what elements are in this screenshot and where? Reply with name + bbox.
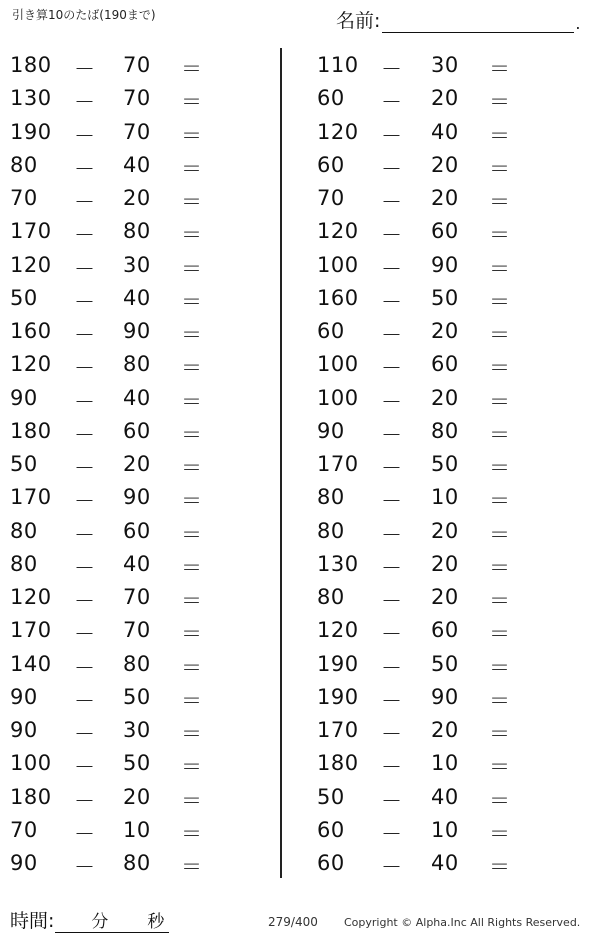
minus-sign: －: [381, 555, 403, 580]
minus-sign: －: [381, 223, 403, 248]
subtrahend: 80: [123, 851, 151, 875]
minus-sign: －: [74, 190, 96, 214]
equals-sign: ＝: [489, 422, 511, 447]
minus-sign: －: [74, 489, 96, 514]
minus-sign: －: [381, 389, 403, 414]
subtrahend: 40: [123, 551, 151, 576]
subtrahend: 20: [431, 718, 459, 742]
minus-sign: －: [74, 821, 96, 846]
minus-sign: －: [74, 90, 96, 115]
problem-row: [300, 182, 580, 215]
subtrahend: 30: [123, 718, 151, 742]
minus-sign: －: [74, 622, 96, 647]
subtrahend: 50: [431, 285, 459, 310]
problem-row: [300, 648, 580, 681]
equals-sign: ＝: [489, 356, 511, 381]
equals-sign: ＝: [489, 256, 511, 281]
subtrahend: 20: [431, 551, 459, 576]
equals-sign: ＝: [181, 57, 203, 81]
equals-sign: ＝: [489, 489, 511, 514]
equals-sign: ＝: [181, 456, 203, 480]
copyright-notice: Copyright © Alpha.Inc All Rights Reserved.: [344, 916, 581, 929]
minuend: 180: [10, 784, 52, 809]
minuend: 120: [10, 352, 52, 377]
subtrahend: 90: [123, 485, 151, 510]
problem-row: [0, 149, 280, 182]
minus-sign: －: [74, 522, 96, 547]
minuend: 80: [317, 585, 345, 609]
time-blank-line[interactable]: [55, 910, 169, 933]
subtrahend: 40: [431, 784, 459, 809]
equals-sign: ＝: [489, 223, 511, 248]
minus-sign: －: [74, 57, 96, 81]
equals-sign: ＝: [181, 722, 203, 746]
equals-sign: ＝: [181, 855, 203, 879]
minus-sign: －: [381, 821, 403, 846]
minus-sign: －: [74, 123, 96, 148]
minuend: 80: [317, 518, 345, 543]
name-end-mark: .: [575, 14, 581, 33]
problem-row: [300, 714, 580, 747]
minuend: 60: [317, 152, 345, 177]
subtrahend: 90: [431, 684, 459, 709]
minuend: 120: [317, 219, 359, 244]
minuend: 170: [317, 718, 359, 742]
subtrahend: 30: [431, 53, 459, 77]
minuend: 130: [10, 86, 52, 111]
minus-sign: －: [381, 522, 403, 547]
equals-sign: ＝: [489, 821, 511, 846]
equals-sign: ＝: [489, 389, 511, 414]
problem-row: [300, 348, 580, 381]
problem-row: [300, 249, 580, 282]
equals-sign: ＝: [489, 755, 511, 780]
minus-sign: －: [381, 788, 403, 813]
minus-sign: －: [381, 123, 403, 148]
subtrahend: 20: [431, 319, 459, 343]
problem-row: [0, 82, 280, 115]
subtrahend: 60: [431, 352, 459, 377]
subtrahend: 80: [123, 219, 151, 244]
equals-sign: ＝: [489, 323, 511, 347]
minuend: 80: [10, 518, 38, 543]
minuend: 60: [317, 851, 345, 875]
equals-sign: ＝: [489, 688, 511, 713]
subtrahend: 80: [123, 651, 151, 676]
minus-sign: －: [74, 755, 96, 780]
equals-sign: ＝: [489, 722, 511, 746]
equals-sign: ＝: [489, 289, 511, 314]
minus-sign: －: [74, 289, 96, 314]
problem-row: [0, 581, 280, 614]
subtrahend: 70: [123, 618, 151, 643]
minus-sign: －: [74, 456, 96, 480]
subtrahend: 60: [431, 618, 459, 643]
minuend: 60: [317, 319, 345, 343]
problem-row: [0, 515, 280, 548]
problem-row: [300, 415, 580, 448]
minuend: 70: [10, 186, 38, 210]
minus-sign: －: [381, 489, 403, 514]
problem-row: [300, 149, 580, 182]
minuend: 170: [10, 219, 52, 244]
minus-sign: －: [381, 622, 403, 647]
subtrahend: 40: [431, 851, 459, 875]
equals-sign: ＝: [181, 655, 203, 680]
minus-sign: －: [74, 688, 96, 713]
minus-sign: －: [381, 456, 403, 480]
subtrahend: 50: [123, 751, 151, 776]
equals-sign: ＝: [489, 190, 511, 214]
equals-sign: ＝: [181, 688, 203, 713]
minuend: 190: [10, 119, 52, 144]
equals-sign: ＝: [489, 123, 511, 148]
equals-sign: ＝: [181, 522, 203, 547]
subtrahend: 10: [431, 817, 459, 842]
minuend: 190: [317, 684, 359, 709]
subtrahend: 40: [431, 119, 459, 144]
minuend: 70: [10, 817, 38, 842]
subtrahend: 20: [123, 186, 151, 210]
minuend: 70: [317, 186, 345, 210]
subtrahend: 90: [123, 319, 151, 343]
minus-sign: －: [381, 422, 403, 447]
problem-row: [300, 116, 580, 149]
minuend: 60: [317, 86, 345, 111]
minuend: 80: [10, 152, 38, 177]
problem-row: [0, 681, 280, 714]
subtrahend: 20: [431, 585, 459, 609]
equals-sign: ＝: [181, 389, 203, 414]
problem-row: [0, 315, 280, 348]
minuend: 50: [317, 784, 345, 809]
minus-sign: －: [381, 256, 403, 281]
problem-row: [0, 814, 280, 847]
problem-row: [0, 714, 280, 747]
subtrahend: 60: [431, 219, 459, 244]
problem-row: [0, 382, 280, 415]
worksheet-title: 引き算10のたば(190まで): [12, 8, 156, 22]
problem-row: [0, 348, 280, 381]
equals-sign: ＝: [181, 622, 203, 647]
equals-sign: ＝: [181, 755, 203, 780]
minus-sign: －: [381, 156, 403, 181]
minuend: 180: [317, 751, 359, 776]
minus-sign: －: [74, 788, 96, 813]
minuend: 140: [10, 651, 52, 676]
subtrahend: 20: [431, 385, 459, 410]
problem-row: [300, 847, 580, 880]
minuend: 120: [10, 252, 52, 277]
name-label: 名前:: [336, 10, 381, 32]
equals-sign: ＝: [181, 223, 203, 248]
problem-row: [0, 747, 280, 780]
problem-row: [0, 781, 280, 814]
subtrahend: 90: [431, 252, 459, 277]
subtrahend: 10: [123, 817, 151, 842]
page-number: 279/400: [268, 915, 318, 929]
minus-sign: －: [381, 655, 403, 680]
minuend: 160: [10, 319, 52, 343]
minus-sign: －: [381, 190, 403, 214]
equals-sign: ＝: [181, 90, 203, 115]
subtrahend: 20: [431, 86, 459, 111]
minus-sign: －: [381, 855, 403, 879]
problem-column-right: [300, 49, 580, 880]
minuend: 50: [10, 285, 38, 310]
equals-sign: ＝: [489, 522, 511, 547]
problem-row: [300, 614, 580, 647]
problem-row: [300, 548, 580, 581]
problem-row: [300, 382, 580, 415]
problem-row: [300, 781, 580, 814]
subtrahend: 50: [431, 452, 459, 476]
minus-sign: －: [74, 156, 96, 181]
subtrahend: 70: [123, 119, 151, 144]
subtrahend: 50: [123, 684, 151, 709]
minus-sign: －: [381, 356, 403, 381]
minus-sign: －: [74, 256, 96, 281]
problem-row: [0, 249, 280, 282]
equals-sign: ＝: [489, 622, 511, 647]
time-field: [10, 906, 169, 933]
equals-sign: ＝: [181, 589, 203, 613]
subtrahend: 70: [123, 53, 151, 77]
minuend: 90: [10, 385, 38, 410]
minus-sign: －: [74, 389, 96, 414]
minuend: 130: [317, 551, 359, 576]
subtrahend: 70: [123, 585, 151, 609]
minuend: 160: [317, 285, 359, 310]
minus-sign: －: [381, 688, 403, 713]
equals-sign: ＝: [181, 788, 203, 813]
minuend: 80: [10, 551, 38, 576]
minuend: 60: [317, 817, 345, 842]
subtrahend: 20: [431, 152, 459, 177]
minus-sign: －: [74, 223, 96, 248]
minuend: 80: [317, 485, 345, 510]
equals-sign: ＝: [181, 289, 203, 314]
equals-sign: ＝: [181, 489, 203, 514]
equals-sign: ＝: [181, 190, 203, 214]
subtrahend: 50: [431, 651, 459, 676]
minus-sign: －: [74, 555, 96, 580]
subtrahend: 20: [431, 186, 459, 210]
subtrahend: 40: [123, 385, 151, 410]
seconds-unit: 秒: [147, 912, 165, 932]
minus-sign: －: [74, 722, 96, 746]
minuend: 120: [10, 585, 52, 609]
problem-row: [0, 614, 280, 647]
equals-sign: ＝: [489, 57, 511, 81]
minuend: 190: [317, 651, 359, 676]
equals-sign: ＝: [489, 90, 511, 115]
subtrahend: 10: [431, 485, 459, 510]
subtrahend: 20: [123, 452, 151, 476]
name-blank-line[interactable]: [382, 12, 574, 33]
subtrahend: 60: [123, 418, 151, 443]
problem-row: [300, 315, 580, 348]
equals-sign: ＝: [181, 555, 203, 580]
minus-sign: －: [381, 57, 403, 81]
problem-row: [300, 814, 580, 847]
problem-row: [0, 548, 280, 581]
minus-sign: －: [74, 323, 96, 347]
minuend: 170: [10, 618, 52, 643]
minus-sign: －: [381, 90, 403, 115]
problem-row: [300, 49, 580, 82]
minuend: 170: [10, 485, 52, 510]
problem-row: [0, 481, 280, 514]
minuend: 90: [10, 851, 38, 875]
subtrahend: 80: [431, 418, 459, 443]
subtrahend: 20: [123, 784, 151, 809]
minuend: 90: [317, 418, 345, 443]
minus-sign: －: [74, 855, 96, 879]
subtrahend: 40: [123, 285, 151, 310]
equals-sign: ＝: [489, 156, 511, 181]
equals-sign: ＝: [489, 655, 511, 680]
problem-row: [300, 282, 580, 315]
minuend: 100: [317, 385, 359, 410]
problem-row: [0, 415, 280, 448]
minuend: 170: [317, 452, 359, 476]
subtrahend: 20: [431, 518, 459, 543]
minus-sign: －: [381, 289, 403, 314]
problem-row: [0, 182, 280, 215]
equals-sign: ＝: [181, 356, 203, 381]
minus-sign: －: [74, 356, 96, 381]
minuend: 100: [317, 252, 359, 277]
problem-row: [300, 747, 580, 780]
name-field: [336, 6, 581, 33]
minuend: 120: [317, 119, 359, 144]
equals-sign: ＝: [181, 156, 203, 181]
equals-sign: ＝: [181, 821, 203, 846]
problem-row: [0, 847, 280, 880]
column-divider: [280, 48, 282, 878]
subtrahend: 30: [123, 252, 151, 277]
subtrahend: 70: [123, 86, 151, 111]
problem-row: [0, 215, 280, 248]
time-label: 時間:: [10, 910, 55, 932]
equals-sign: ＝: [181, 323, 203, 347]
minus-sign: －: [74, 422, 96, 447]
minuend: 90: [10, 718, 38, 742]
problem-row: [0, 116, 280, 149]
equals-sign: ＝: [489, 555, 511, 580]
minuend: 100: [317, 352, 359, 377]
equals-sign: ＝: [489, 788, 511, 813]
minus-sign: －: [381, 755, 403, 780]
problem-row: [0, 648, 280, 681]
problem-row: [0, 49, 280, 82]
problem-row: [300, 448, 580, 481]
subtrahend: 40: [123, 152, 151, 177]
equals-sign: ＝: [181, 123, 203, 148]
minus-sign: －: [381, 722, 403, 746]
problem-column-left: [0, 49, 280, 880]
minuend: 100: [10, 751, 52, 776]
subtrahend: 80: [123, 352, 151, 377]
minus-sign: －: [381, 589, 403, 613]
problem-row: [0, 448, 280, 481]
subtrahend: 60: [123, 518, 151, 543]
equals-sign: ＝: [181, 256, 203, 281]
minus-sign: －: [381, 323, 403, 347]
problem-row: [300, 515, 580, 548]
equals-sign: ＝: [181, 422, 203, 447]
equals-sign: ＝: [489, 589, 511, 613]
minuend: 180: [10, 418, 52, 443]
problem-row: [300, 681, 580, 714]
equals-sign: ＝: [489, 456, 511, 480]
minuend: 120: [317, 618, 359, 643]
problem-row: [300, 82, 580, 115]
minuend: 180: [10, 53, 52, 77]
minus-sign: －: [74, 589, 96, 613]
problem-row: [300, 481, 580, 514]
minuend: 90: [10, 684, 38, 709]
problem-row: [300, 581, 580, 614]
subtrahend: 10: [431, 751, 459, 776]
problem-row: [0, 282, 280, 315]
minutes-unit: 分: [91, 912, 109, 932]
problem-row: [300, 215, 580, 248]
minus-sign: －: [74, 655, 96, 680]
minuend: 50: [10, 452, 38, 476]
equals-sign: ＝: [489, 855, 511, 879]
minuend: 110: [317, 53, 359, 77]
